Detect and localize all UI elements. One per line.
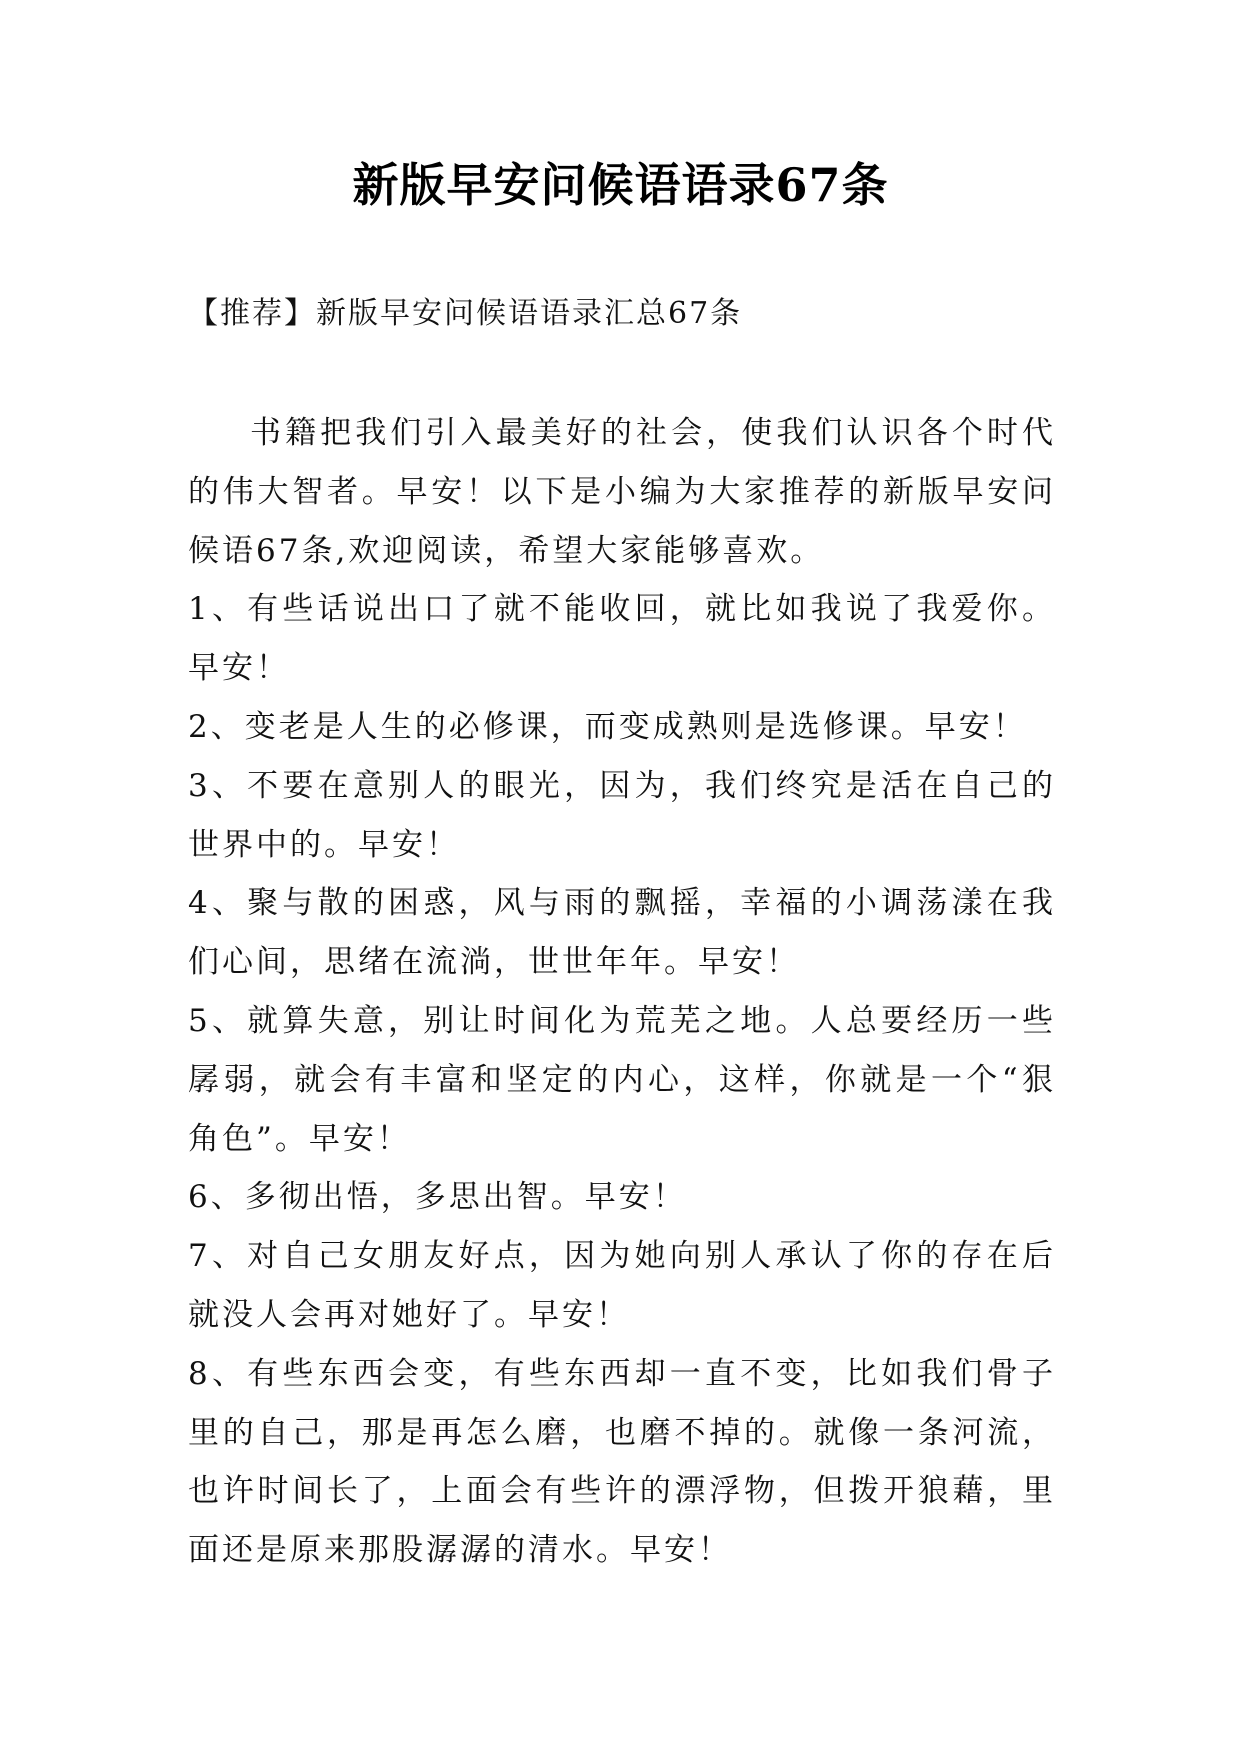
- list-item: 7、对自己女朋友好点，因为她向别人承认了你的存在后就没人会再对她好了。早安！: [188, 1238, 1056, 1333]
- intro-paragraph: 书籍把我们引入最美好的社会，使我们认识各个时代的伟大智者。早安！以下是小编为大家推荐的新版早安问候语67条,欢迎阅读，希望大家能够喜欢。: [188, 415, 1056, 569]
- list-item: 5、就算失意，别让时间化为荒芜之地。人总要经历一些孱弱，就会有丰富和坚定的内心，这样，你就是一个“狠角色”。早安！: [188, 1002, 1056, 1157]
- document-title: 新版早安问候语语录67条: [352, 158, 889, 212]
- list-item: 2、变老是人生的必修课，而变成熟则是选修课。早安！: [188, 708, 1027, 745]
- list-item: 1、有些话说出口了就不能收回，就比如我说了我爱你。早安！: [188, 591, 1056, 687]
- list-item: 8、有些东西会变，有些东西却一直不变，比如我们骨子里的自己，那是再怎么磨，也磨不掉的。就像一条河流，也许时间长了，上面会有些许的漂浮物，但拨开狼藉，里面还是原来那股潺潺的清水。早安！: [188, 1355, 1056, 1569]
- list-item: 3、不要在意别人的眼光，因为，我们终究是活在自己的世界中的。早安！: [188, 767, 1056, 863]
- list-item: 4、聚与散的困惑，风与雨的飘摇，幸福的小调荡漾在我们心间，思绪在流淌，世世年年。早安！: [188, 885, 1056, 981]
- document-subtitle: 【推荐】新版早安问候语语录汇总67条: [188, 296, 743, 331]
- document-body: [188, 404, 1056, 1580]
- list-item: 6、多彻出悟，多思出智。早安！: [188, 1179, 687, 1216]
